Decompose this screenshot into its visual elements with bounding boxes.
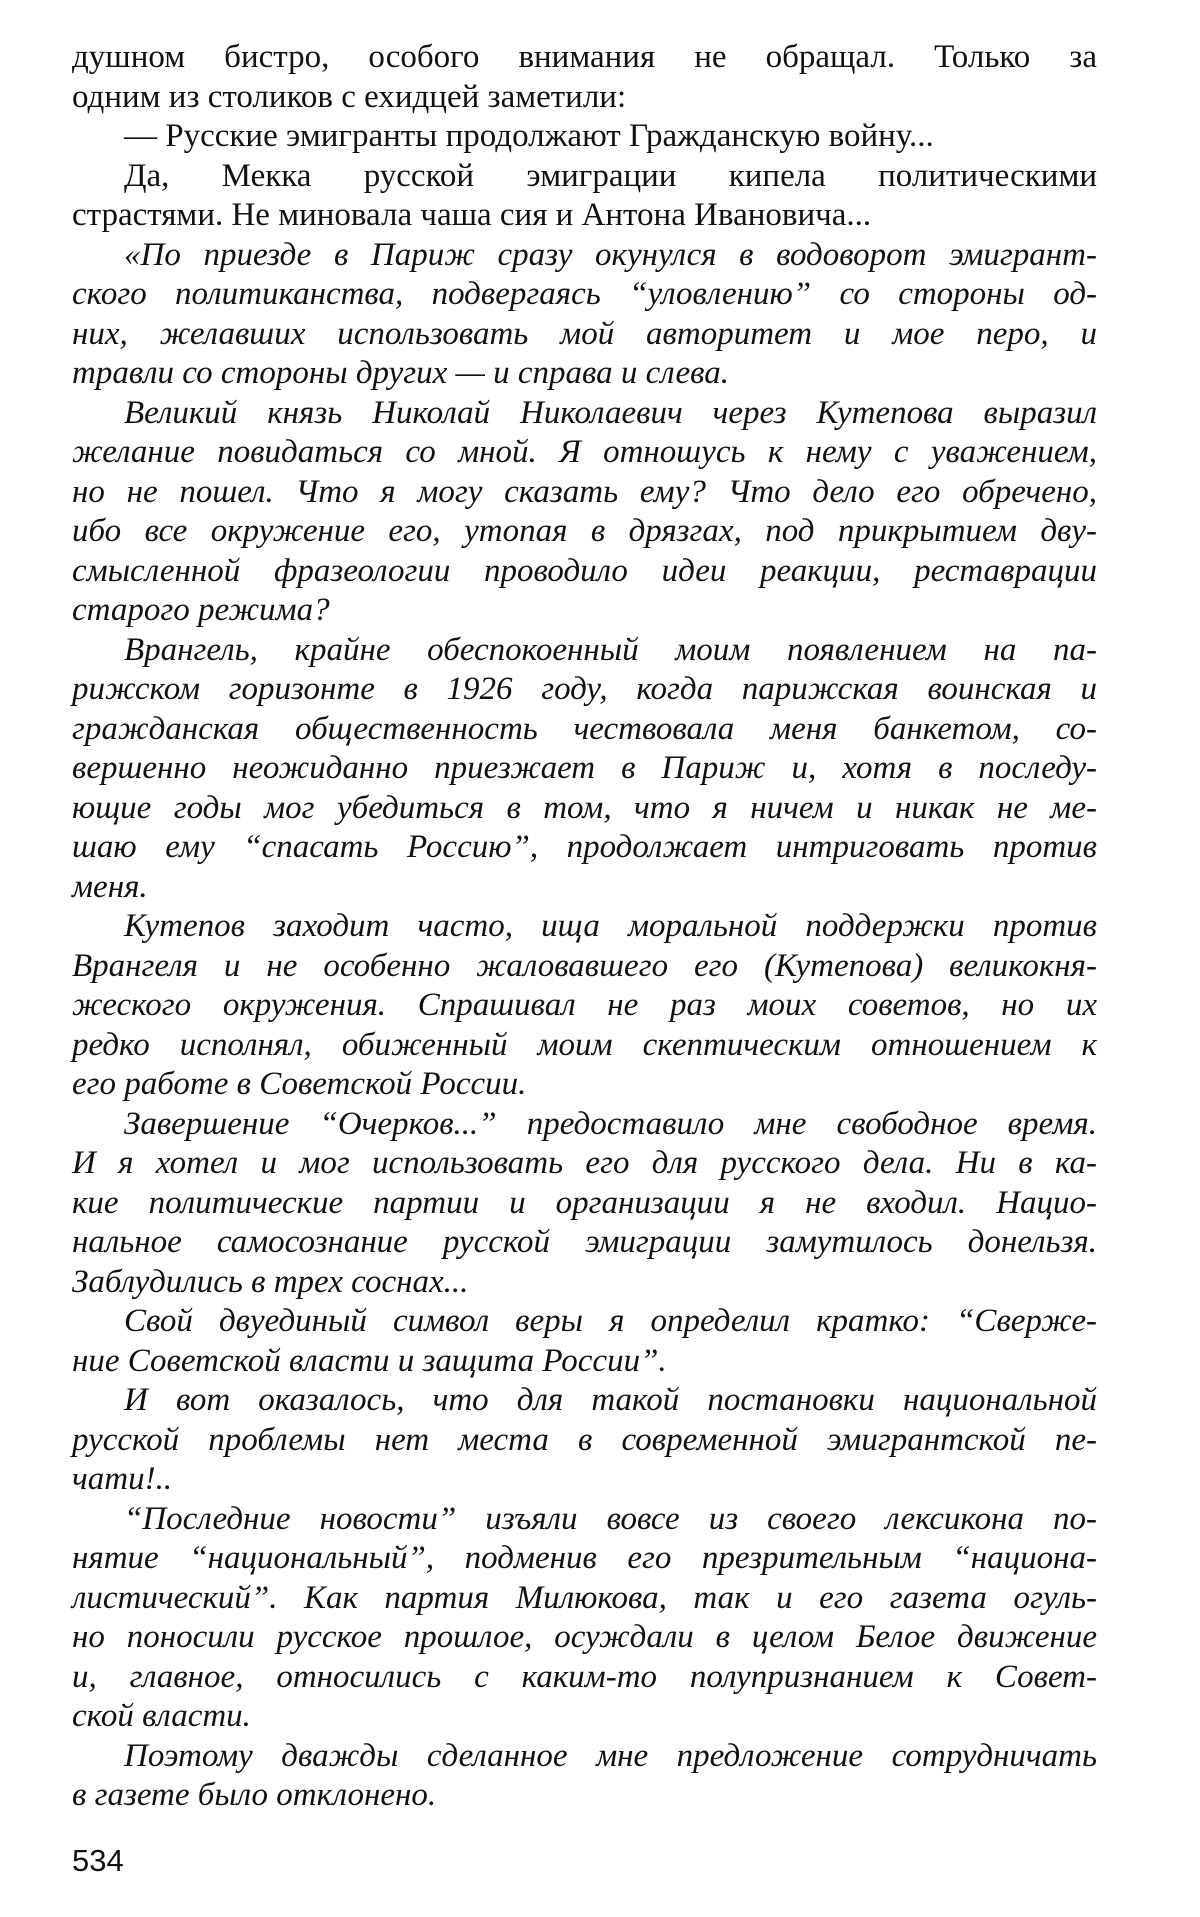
text-line: ибо все окружение его, утопая в дрязгах, под прикрытием дву-	[72, 513, 1097, 549]
text-line: одним из столиков с ехидцей заметили:	[72, 78, 627, 115]
text-line: меня.	[72, 868, 148, 905]
text-line: кие политические партии и организации я не входил. Нацио-	[72, 1184, 1097, 1221]
text-line: вершенно неожиданно приезжает в Париж и, хотя в последу-	[72, 750, 1097, 786]
text-line: Кутепов заходит часто, ища моральной поддержки против	[124, 908, 1097, 944]
text-line: Поэтому дважды сделанное мне предложение сотрудничать	[124, 1737, 1097, 1774]
text-line: «По приезде в Париж сразу окунулся в водоворот эмигрант-	[124, 236, 1097, 273]
page-number: 534	[72, 1843, 124, 1878]
text-line: рижском горизонте в 1926 году, когда парижская воинская и	[72, 671, 1097, 707]
text-line: травли со стороны других — и справа и слева.	[72, 355, 729, 391]
text-line: И я хотел и мог использовать его для русского дела. Ни в ка-	[72, 1145, 1097, 1181]
text-line: его работе в Советской России.	[72, 1066, 527, 1102]
text-line: чати!..	[72, 1461, 173, 1497]
text-line: шаю ему “спасать Россию”, продолжает интриговать против	[72, 829, 1097, 865]
text-line: — Русские эмигранты продолжают Гражданскую войну...	[124, 118, 934, 154]
text-line: них, желавших использовать мой авторитет и мое перо, и	[72, 315, 1097, 352]
text-line: душном бистро, особого внимания не обращал. Только за	[72, 39, 1097, 75]
text-line: ской власти.	[72, 1698, 251, 1734]
text-line: Великий князь Николай Николаевич через Кутепова выразил	[124, 394, 1097, 431]
text-line: редко исполнял, обиженный моим скептическим отношением к	[72, 1026, 1097, 1063]
text-line: Свой двуединый символ веры я определил кратко: “Сверже-	[124, 1303, 1097, 1339]
text-line: нальное самосознание русской эмиграции замутилось донельзя.	[72, 1224, 1097, 1260]
text-line: Завершение “Очерков...” предоставило мне свободное время.	[124, 1105, 1097, 1142]
text-line: Врангеля и не особенно жаловавшего его (Кутепова) великокня-	[72, 947, 1097, 984]
text-line: “Последние новости” изъяли вовсе из своего лексикона по-	[124, 1500, 1097, 1537]
text-line: Да, Мекка русской эмиграции кипела политическими	[124, 157, 1097, 194]
text-line: страстями. Не миновала чаша сия и Антона Ивановича...	[72, 197, 872, 233]
text-line: желание повидаться со мной. Я отношусь к нему с уважением,	[72, 434, 1097, 470]
text-line: и, главное, относились с каким-то полупризнанием к Совет-	[72, 1658, 1097, 1695]
text-line: ние Советской власти и защита России”.	[72, 1342, 667, 1379]
text-line: но не пошел. Что я могу сказать ему? Что дело его обречено,	[72, 473, 1097, 510]
text-line: Заблудились в трех соснах...	[72, 1263, 469, 1300]
text-line: листический”. Как партия Милюкова, так и его газета огуль-	[72, 1579, 1097, 1616]
text-line: но поносили русское прошлое, осуждали в целом Белое движение	[72, 1619, 1097, 1655]
text-line: смысленной фразеологии проводило идеи реакции, реставрации	[72, 552, 1097, 589]
text-line: ского политиканства, подвергаясь “уловлению” со стороны од-	[72, 276, 1097, 312]
text-line: старого режима?	[72, 592, 330, 628]
text-line: Врангель, крайне обеспокоенный моим появлением на па-	[124, 631, 1097, 668]
page-body	[72, 38, 1097, 1816]
text-line: в газете было отклонено.	[72, 1777, 437, 1813]
text-line: ющие годы мог убедиться в том, что я ничем и никак не ме-	[72, 789, 1097, 826]
text-line: жеского окружения. Спрашивал не раз моих советов, но их	[72, 987, 1097, 1023]
text-line: гражданская общественность чествовала меня банкетом, со-	[72, 710, 1097, 747]
text-line: русской проблемы нет места в современной эмигрантской пе-	[72, 1421, 1097, 1458]
text-line: нятие “национальный”, подменив его презрительным “национа-	[72, 1540, 1097, 1576]
text-line: И вот оказалось, что для такой постановки национальной	[124, 1382, 1097, 1418]
